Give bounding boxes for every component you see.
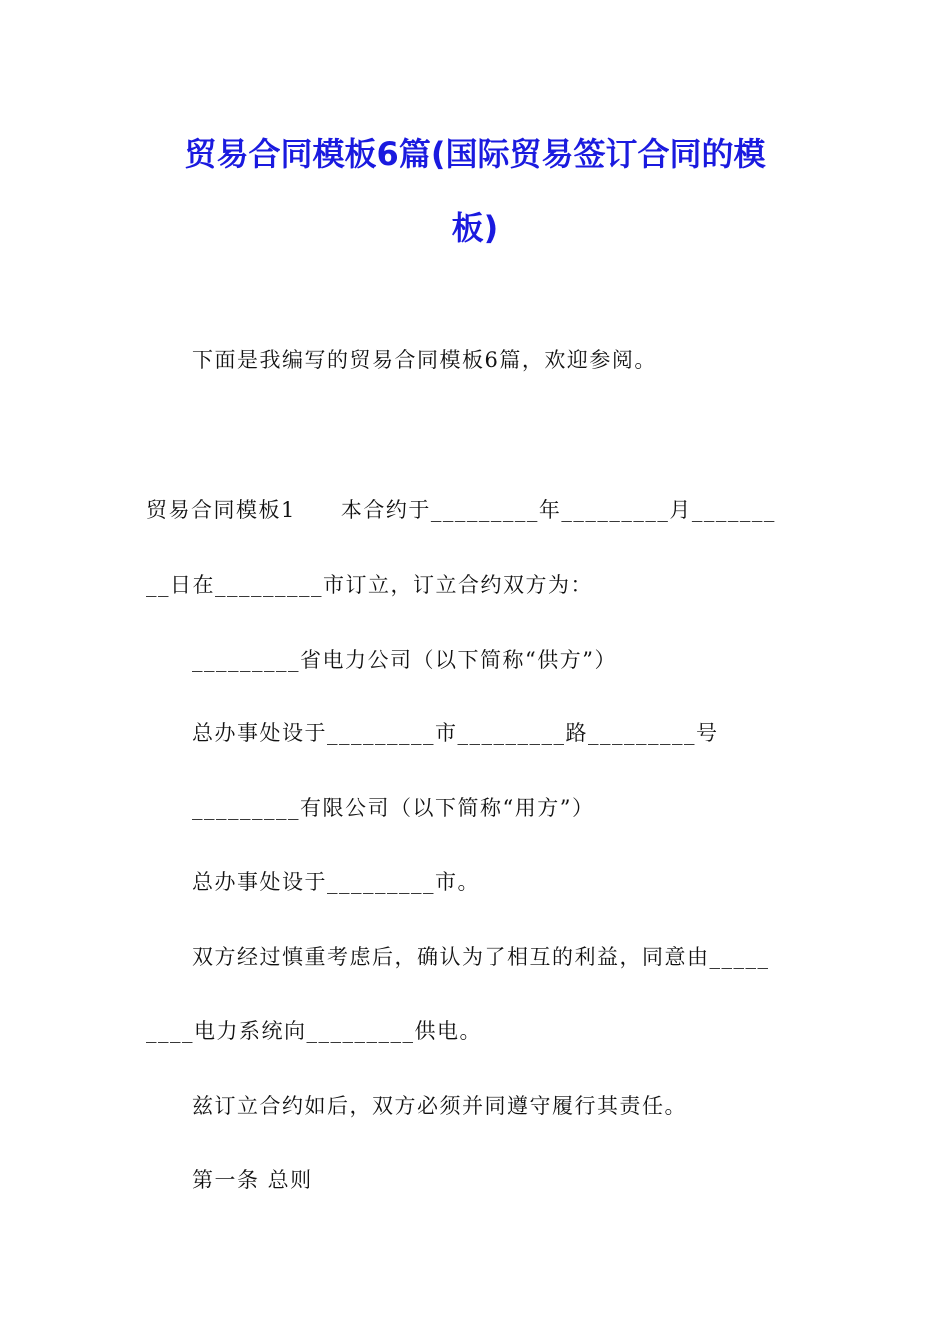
agreement-paragraph-line: 双方经过慎重考虑后，确认为了相互的利益，同意由_____: [192, 945, 770, 969]
contract-heading-line: 贸易合同模板1 本合约于_________年_________月_______: [146, 498, 776, 522]
supplier-address-line: 总办事处设于_________市_________路_________号: [192, 721, 719, 745]
user-line: _________有限公司（以下简称“用方”）: [192, 796, 595, 820]
agreement-paragraph-continued: ____电力系统向_________供电。: [146, 1019, 482, 1043]
user-address-line: 总办事处设于_________市。: [192, 870, 480, 894]
document-title-line-1: 贸易合同模板6篇(国际贸易签订合同的模: [184, 135, 766, 173]
obligation-paragraph: 兹订立合约如后，双方必须并同遵守履行其责任。: [192, 1094, 687, 1118]
supplier-line: _________省电力公司（以下简称“供方”）: [192, 648, 617, 672]
article-one-heading: 第一条 总则: [192, 1168, 313, 1192]
intro-paragraph: 下面是我编写的贸易合同模板6篇，欢迎参阅。: [192, 348, 657, 372]
contract-text-line: __日在_________市订立，订立合约双方为：: [146, 573, 593, 597]
document-title-line-2: 板): [451, 209, 499, 247]
